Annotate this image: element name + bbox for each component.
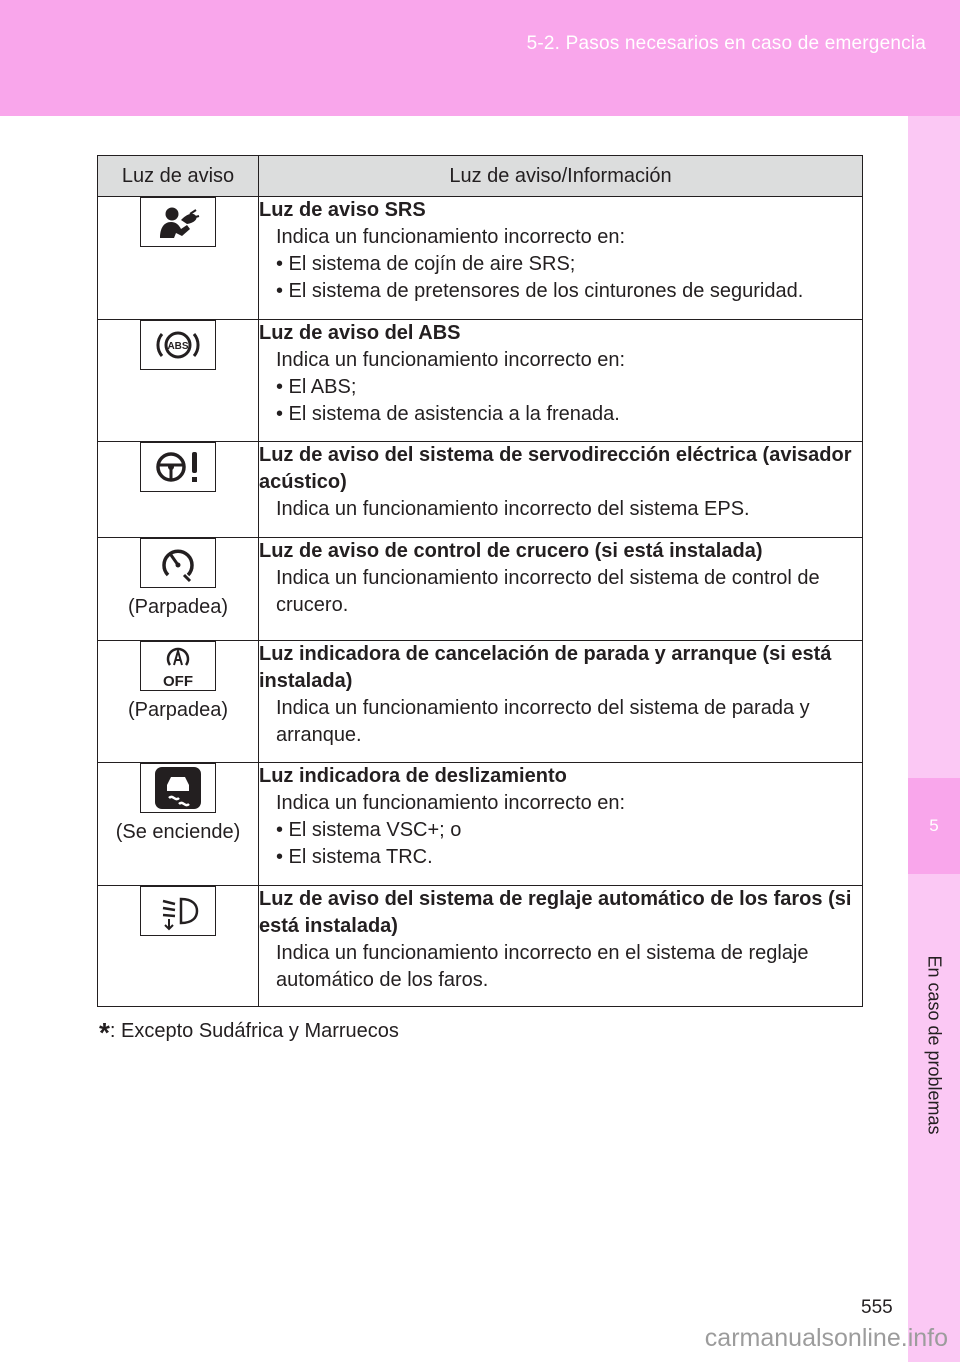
srs-airbag-icon <box>140 197 216 247</box>
info-line: • El sistema de cojín de aire SRS; <box>276 253 576 275</box>
table-row <box>98 320 863 442</box>
light-status: (Parpadea) <box>127 596 229 618</box>
info-line: • El sistema VSC+; o <box>276 819 462 841</box>
table-row <box>98 442 863 538</box>
info-cell <box>259 320 863 442</box>
table-row <box>98 197 863 320</box>
info-title: Luz de aviso de control de crucero (si está instalada) <box>259 540 763 562</box>
table-row <box>98 886 863 1007</box>
page-number: 555 <box>861 1297 893 1318</box>
info-cell <box>259 442 863 538</box>
section-title: 5-2. Pasos necesarios en caso de emergencia <box>526 33 926 54</box>
eps-steering-icon <box>140 442 216 492</box>
icon-cell <box>98 763 259 886</box>
info-title: Luz indicadora de deslizamiento <box>259 765 567 787</box>
info-cell <box>259 641 863 763</box>
info-line: Indica un funcionamiento incorrecto del sistema de control de crucero. <box>276 567 820 616</box>
svg-text:ABS: ABS <box>167 341 189 352</box>
light-status: (Se enciende) <box>115 821 241 843</box>
icon-cell <box>98 320 259 442</box>
slip-indicator-icon <box>140 763 216 813</box>
table-row <box>98 763 863 886</box>
info-cell <box>259 197 863 320</box>
info-title: Luz de aviso del sistema de servodirección eléctrica (avisador acústico) <box>259 444 852 493</box>
info-line: Indica un funcionamiento incorrecto del sistema de parada y arranque. <box>276 697 810 746</box>
info-line: Indica un funcionamiento incorrecto en: <box>276 349 626 371</box>
info-line: • El sistema TRC. <box>276 846 433 868</box>
info-line: • El ABS; <box>276 376 357 398</box>
abs-icon <box>140 320 216 370</box>
info-cell <box>259 538 863 641</box>
icon-cell <box>98 886 259 1007</box>
info-title: Luz de aviso del sistema de reglaje automático de los faros (si está instalada) <box>259 888 852 937</box>
info-line: Indica un funcionamiento incorrecto en: <box>276 792 626 814</box>
light-status: (Parpadea) <box>127 699 229 721</box>
chapter-side-tab <box>908 116 960 1362</box>
table-header-row <box>98 156 863 197</box>
info-title: Luz indicadora de cancelación de parada y arranque (si está instalada) <box>259 643 832 692</box>
svg-text:OFF: OFF <box>163 673 193 690</box>
table-row <box>98 538 863 641</box>
icon-cell <box>98 641 259 763</box>
page-header <box>0 0 960 116</box>
info-line: Indica un funcionamiento incorrecto en: <box>276 226 626 248</box>
footnote-text: : Excepto Sudáfrica y Marruecos <box>109 1020 399 1042</box>
stop-start-off-icon <box>140 641 216 691</box>
info-cell <box>259 763 863 886</box>
chapter-label: En caso de problemas <box>924 955 945 1135</box>
table-row <box>98 641 863 763</box>
info-line: Indica un funcionamiento incorrecto en el sistema de reglaje automático de los faros. <box>276 942 809 991</box>
headlight-leveling-icon <box>140 886 216 936</box>
column-header-light: Luz de aviso <box>98 156 259 197</box>
icon-cell <box>98 442 259 538</box>
info-title: Luz de aviso SRS <box>259 199 426 221</box>
footnote-mark: * <box>99 1017 110 1048</box>
info-line: Indica un funcionamiento incorrecto del sistema EPS. <box>276 498 750 520</box>
info-title: Luz de aviso del ABS <box>259 322 461 344</box>
info-line: • El sistema de pretensores de los cinturones de seguridad. <box>276 280 804 302</box>
info-cell <box>259 886 863 1007</box>
icon-cell <box>98 197 259 320</box>
footnote <box>99 1012 399 1048</box>
chapter-number: 5 <box>908 778 960 874</box>
warning-lights-table <box>97 155 863 1007</box>
cruise-control-icon <box>140 538 216 588</box>
icon-cell <box>98 538 259 641</box>
info-line: • El sistema de asistencia a la frenada. <box>276 403 620 425</box>
column-header-info: Luz de aviso/Información <box>259 156 863 197</box>
watermark: carmanualsonline.info <box>704 1324 948 1352</box>
